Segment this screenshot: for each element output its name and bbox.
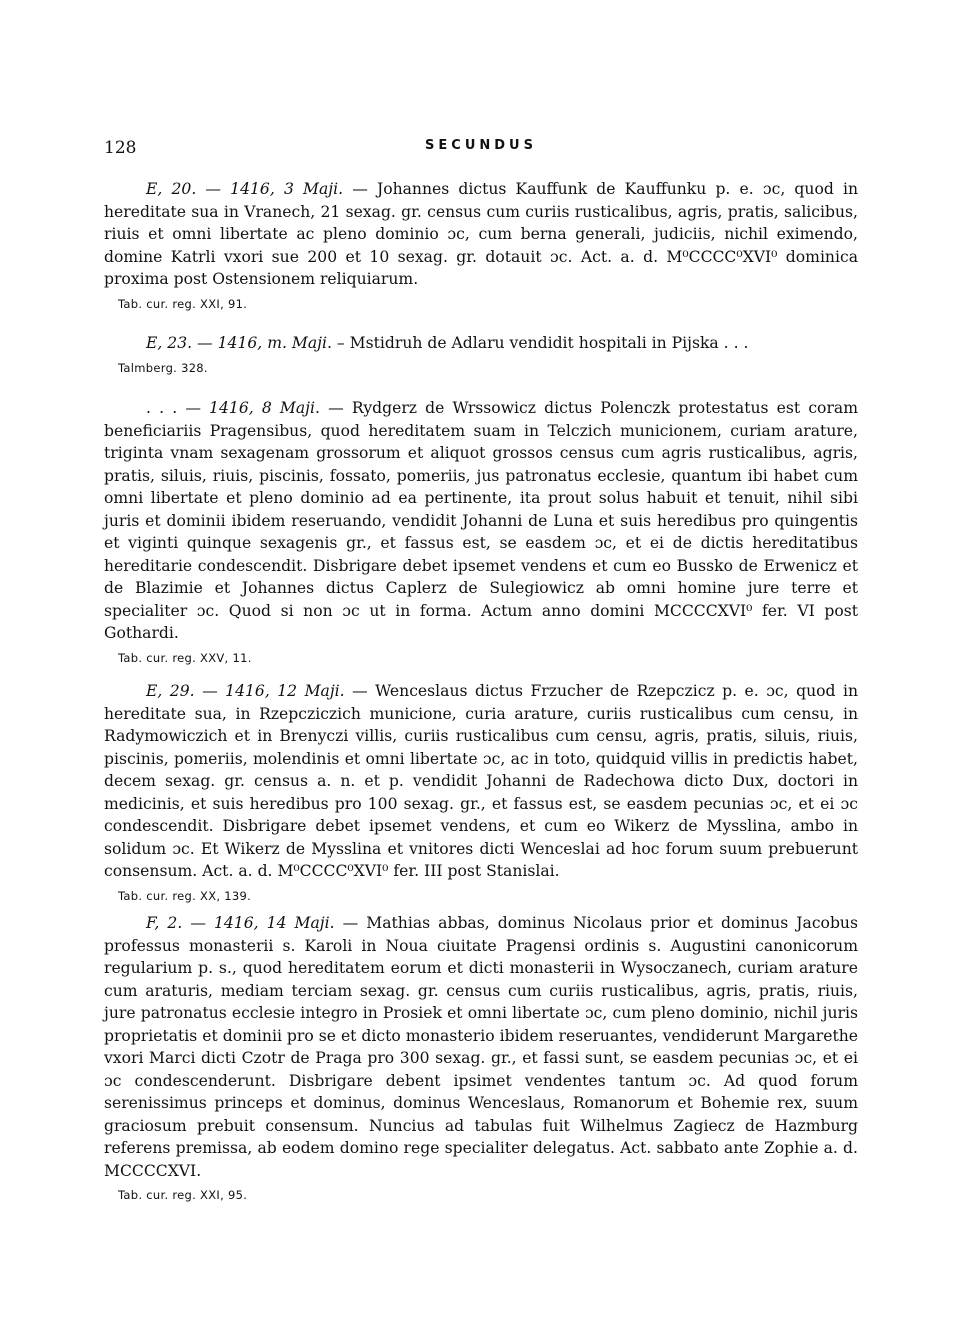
entry-text: — Johannes dictus Kauffunk de Kauffunku p. e. ɔc, quod in hereditate sua in Vranech, 21 sexag. gr. census cum curiis rusticalibus, agris, pratis, salicibus, riuis et omni libertate ac pleno dominio ɔc, cum berna generali, judiciis, nichil eximendo, domine Katrli vxori sue 200 et 10 sexag. gr. dotauit ɔc. Act. a. d. M⁰CCCC⁰XVI⁰ dominica proxima post Ostensionem reliquiarum. <box>104 180 858 288</box>
entry-text: – Mstidruh de Adlaru vendidit hospitali in Pijska . . . <box>336 334 749 352</box>
entry-e20 <box>104 178 858 311</box>
entry-1416-8-maji <box>104 397 858 665</box>
entry-body <box>104 178 858 291</box>
entry-source: Tab. cur. reg. XXI, 95. <box>118 1188 248 1202</box>
entry-source: Tab. cur. reg. XXI, 91. <box>118 296 248 311</box>
entry-source: Talmberg. 328. <box>118 360 208 375</box>
entry-text: — Mathias abbas, dominus Nicolaus prior et dominus Jacobus professus monasterii s. Karoli in Noua ciuitate Pragensi ordinis s. Augustini canonicorum regularium p. s., quod hereditatem eorum et dicti monasterii in Wysoczanech, curiam arature cum araturis, mediam terciam sexag. gr. census cum curiis rusticalibus, agris, pratis, riuis, jure patronatus ecclesie integro in Prosiek et omni libertate ɔc, cum pleno dominio, nichil juris proprietatis et dominii pro se et dicto monasterio ibidem reseruantes, vendiderunt Margarethe vxori Marci dicti Czotr de Praga pro 300 sexag. gr., et fassi sunt, se easdem pecunias ɔc, et ei ɔc condescenderunt. Disbrigare debent ipsimet vendentes tantum ɔc. Ad quod forum serenissimus princeps et dominus, dominus Wenceslaus, Romanorum et Bohemie rex, suum graciosum prebuit consensum. Nuncius ad tabulas fuit Wilhelmus Zagiecz de Hazmburg referens premissa, ab eodem domino rege specialiter delegatus. Act. sabbato ante Zophie a. d. MCCCCXVI. <box>104 914 858 1180</box>
entry-body <box>104 397 858 645</box>
entry-heading: . . . — 1416, 8 Maji. <box>146 399 320 417</box>
page-header <box>104 138 858 162</box>
entry-body <box>104 332 858 355</box>
entry-source: Tab. cur. reg. XXV, 11. <box>118 650 252 665</box>
entry-text: — Rydgerz de Wrssowicz dictus Polenczk protestatus est coram beneficiariis Pragensibus, quod hereditatem suam in Telczich municionem, curiam arature, triginta vnam sexagenam grossorum et aliquot grossos census cum agris rusticalibus, agris, pratis, siluis, riuis, piscinis, fossato, pomeriis, jus patronatus ecclesie, quantum ibi habet cum omni libertate et pleno dominio ad ea pertinente, ita prout solus habuit et tenuit, nihil sibi juris et dominii ibidem reseruando, vendidit Johanni de Luna et suis heredibus pro quingentis et viginti quinque sexagenis gr., et fassus est, se easdem ɔc, et ei de dictis hereditatibus hereditarie condescendit. Disbrigare debet ipsemet vendens et cum eo Bussko de Erwenicz et de Blazimie et Johannes dictus Caplerz de Sulegiowicz ab omni homine jure terre et specialiter ɔc. Quod si non ɔc ut in forma. Actum anno domini MCCCCXVI⁰ fer. VI post Gothardi. <box>104 399 858 642</box>
entry-body <box>104 680 858 883</box>
entry-body <box>104 912 858 1182</box>
entry-text: — Wenceslaus dictus Frzucher de Rzepczicz p. e. ɔc, quod in hereditate sua, in Rzepcziczich municione, curia arature, curiis rusticalibus cum censu, in Radymowiczich et in Brenyczi villis, curiis rusticalibus cum censu, agris, pratis, siluis, riuis, piscinis, pomeriis, molendinis et omni libertate ɔc, ac in toto, quidquid villis in predictis habet, decem sexag. gr. census a. n. et p. vendidit Johanni de Radechowa dicto Dux, doctori in medicinis, et suis heredibus pro 100 sexag. gr., et fassus est, se easdem pecunias ɔc, et ei ɔc condescendit. Disbrigare debet ipsemet vendens, et cum eo Wikerz de Mysslina, ambo in solidum ɔc. Et Wikerz de Mysslina et vnitores dicti Wenceslai ad hoc forum suum prebuerunt consensum. Act. a. d. M⁰CCCC⁰XVI⁰ fer. III post Stanislai. <box>104 682 858 880</box>
entry-source: Tab. cur. reg. XX, 139. <box>118 888 252 903</box>
entry-heading: E, 23. — 1416, m. Maji. <box>146 334 332 352</box>
entry-e23 <box>104 332 858 375</box>
entry-heading: F, 2. — 1416, 14 Maji. <box>146 914 335 932</box>
page-number: 128 <box>104 138 137 158</box>
entry-heading: E, 20. — 1416, 3 Maji. <box>146 180 344 198</box>
entry-heading: E, 29. — 1416, 12 Maji. <box>146 682 345 700</box>
running-title: SECUNDUS <box>425 138 537 153</box>
entry-e29 <box>104 680 858 903</box>
entry-f2 <box>104 912 858 1202</box>
